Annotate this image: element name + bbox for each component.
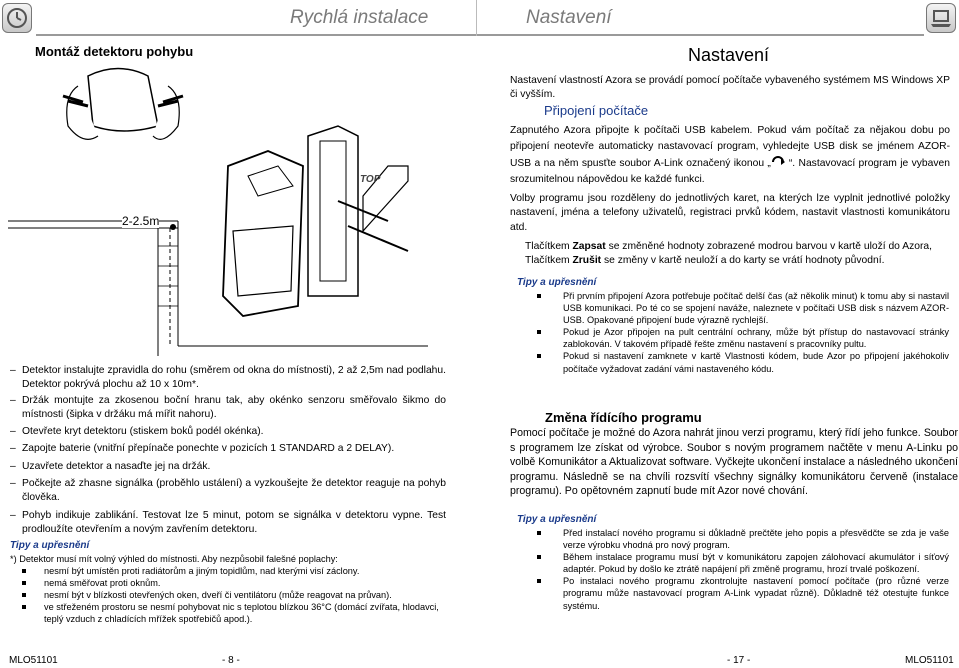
cancel-text-a: Tlačítkem <box>525 255 573 267</box>
save-text-c: se změněné hodnoty zobrazené modrou barvou v kartě uloží do Azora, <box>605 241 932 252</box>
right-tips1-title: Tipy a upřesnění <box>517 277 597 288</box>
step-item: – Detektor instalujte zpravidla do rohu (směrem od okna do místnosti), 2 až 2,5m nad podlahu. Detektor pokrývá plochu až 10 x 10m*. <box>10 364 446 393</box>
tip-item: Před instalací nového programu si důkladně prečtěte jeho popis a přesvědčte se zda je vaše verze výrobku vhodná pro nový program. <box>517 527 949 551</box>
connect-text-b: “. Nastavovací program je vybaven srozumitelnou nápovědou ke každé funkci. <box>510 157 950 186</box>
tip-item: Po instalaci nového programu zkontrolujte nastavení pomocí počítače (pro různé verze programu může nastavovací program A-Link vypadat různě). Důkladně též otestujte funkce systému. <box>517 575 949 611</box>
step-item: – Otevřete kryt detektoru (stiskem boků podél okénka). <box>10 425 446 439</box>
cancel-keyword: Zrušit <box>572 255 602 267</box>
tip-item: nesmí být umístěn proti radiátorům a jiným topidlům, nad kterými visí záclony. <box>10 565 446 577</box>
page-header <box>0 0 959 36</box>
tip-item: nesmí být v blízkosti otevřených oken, dveří či ventilátoru (může reagovat na průvan). <box>10 589 446 601</box>
detector-illustration <box>8 56 428 356</box>
footer-right-code: MLO51101 <box>905 655 954 666</box>
left-tips <box>10 553 446 626</box>
save-keyword: Zapsat <box>572 241 606 252</box>
right-tips2 <box>517 527 949 612</box>
mount-title: Montáž detektoru pohybu <box>35 44 194 59</box>
step-item: – Zapojte baterie (vnitřní přepínače ponechte v pozicích 1 STANDARD a 2 DELAY). <box>10 442 446 456</box>
step-item: – Uzavřete detektor a nasaďte jej na držák. <box>10 460 446 474</box>
cancel-text-c: se změny v kartě neuloží a do karty se vrátí hodnoty původní. <box>601 255 885 267</box>
right-tips2-title: Tipy a upřesnění <box>517 514 597 525</box>
header-right-title: Nastavení <box>526 7 612 28</box>
mount-steps <box>10 364 446 537</box>
footer-right-page: - 17 - <box>727 655 751 666</box>
tip-item: ve střeženém prostoru se nesmí pohybovat nic s teplotou blízkou 36°C (domácí zvířata, hlodavci, teplý vzduch z chladících mřížek spotřebičů apod.). <box>10 601 446 625</box>
connect-text-a: Zapnutého Azora připojte k počítači USB kabelem. Pokud vám počítač za nějakou dobu po připojení neotevře automaticky nastavovací program, vyhledejte USB disk se jménem AZOR-USB a na něm spusťte soubor A-Link označený ikonou „ <box>510 125 950 169</box>
connect-text <box>510 123 950 189</box>
top-label: TOP <box>360 174 381 185</box>
step-item: – Pohyb indikuje zablikání. Testovat lze 5 minut, potom se signálka v detektoru vypne. Test prodloužíte otevřením a novým zavřením detektoru. <box>10 509 446 538</box>
laptop-icon <box>926 3 956 33</box>
change-title: Změna řídícího programu <box>545 410 702 425</box>
header-divider <box>36 34 924 36</box>
tip-item: Pokud je Azor připojen na pult centrální ochrany, může být přístup do nastavovací stránky zablokován. V takovém případě řešte změnu nastavení s pracovníky pultu. <box>517 326 949 350</box>
cancel-text <box>525 254 950 268</box>
alink-icon <box>771 156 789 168</box>
footer-left-page: - 8 - <box>222 655 240 666</box>
height-label: 2-2.5m <box>122 214 160 228</box>
cards-text: Volby programu jsou rozděleny do jednotlivých karet, na kterých lze vyplnit jednotlivé položky nastavení, jména a telefony uživatelů, registraci prvků kódem, nastavit vlastnosti komunikátoru atd. <box>510 193 950 233</box>
step-item: – Počkejte až zhasne signálka (proběhlo ustálení) a vyzkoušejte že detektor reaguje na pohyb člověka. <box>10 477 446 506</box>
settings-intro: Nastavení vlastností Azora se provádí pomocí počítače vybaveného systémem MS Windows XP či vyšším. <box>510 75 950 101</box>
header-separator <box>476 0 477 36</box>
footer-left-code: MLO51101 <box>9 655 58 666</box>
buttons-text <box>525 240 950 269</box>
header-left-title: Rychlá instalace <box>290 7 429 28</box>
save-text <box>525 240 950 254</box>
right-tips1 <box>517 290 949 375</box>
tip-item: Při prvním připojení Azora potřebuje počítač delší čas (až několik minut) k tomu aby si nastavil USB komunikaci. Po té co se spojení naváže, naleznete v počítači USB disk s názvem AZOR-USB. Opakované připojení bude výrazně rychlejší. <box>517 290 949 326</box>
step-item: – Držák montujte za zkosenou boční hranu tak, aby okénko senzoru směřovalo šikmo do místnosti (šipka v držáku má mířit nahoru). <box>10 394 446 423</box>
tip-item: nemá směřovat proti oknům. <box>10 577 446 589</box>
change-text: Pomocí počítače je možné do Azora nahrát jinou verzi programu, který řídí jeho funkce. Soubor s programem lze získat od výrobce. Soubor s novým programem načtěte v menu A-Linku po volbě Komunikátor a Aktualizovat software. Vyčkejte ukončení instalace a následného ukončení programu. Následně se na chvíli rozsvítí všechny signálky komunikátoru červeně (instalace programu). Po opětovném zapnutí bude mít Azor nové chování. <box>510 427 958 498</box>
connect-title: Připojení počítače <box>544 103 649 118</box>
left-tips-title: Tipy a upřesnění <box>10 540 90 551</box>
tips-intro: *) Detektor musí mít volný výhled do místnosti. Aby nezpůsobil falešné poplachy: <box>10 554 338 564</box>
tip-item: Pokud si nastavení zamknete v kartě Vlastnosti kódem, bude Azor po připojení jakéhokoliv počítače vyžadovat zadání vámi nastaveného kódu. <box>517 350 949 374</box>
save-text-a: Tlačítkem <box>525 241 573 252</box>
tip-item: Během instalace programu musí být v komunikátoru zapojen zálohovací akumulátor i síťový adaptér. Pokud by došlo ke ztrátě napájení při změně programu, hrozí trvalé poškození. <box>517 551 949 575</box>
clock-icon <box>2 3 32 33</box>
settings-title: Nastavení <box>688 45 770 65</box>
